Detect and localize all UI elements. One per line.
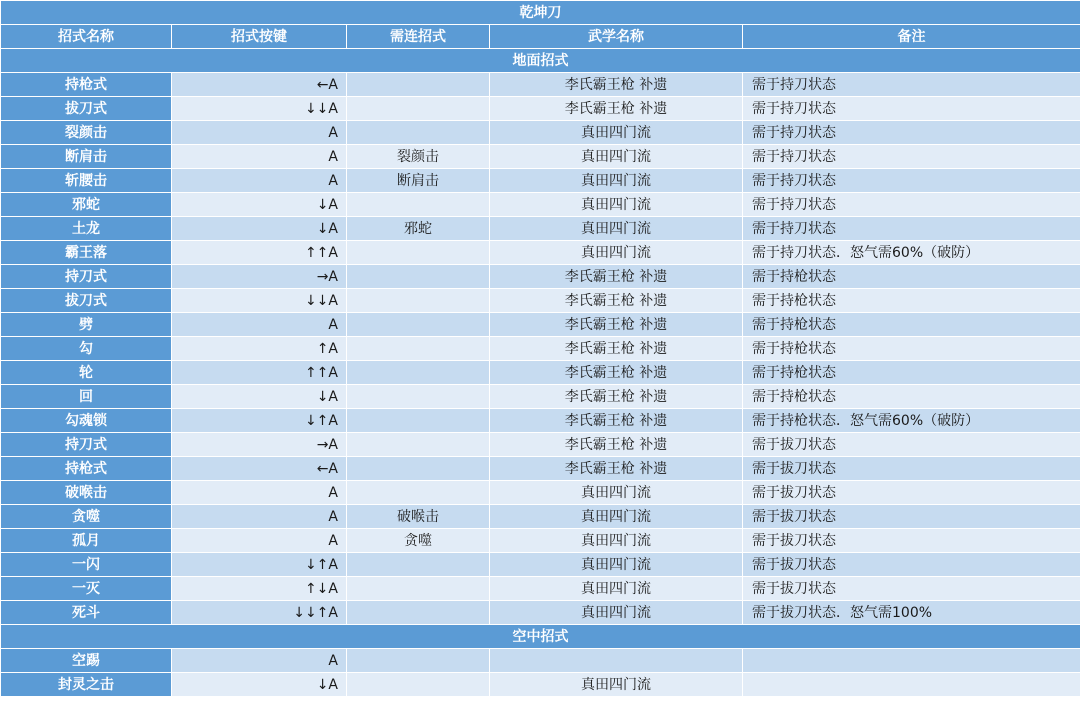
move-name: 一闪	[1, 553, 172, 577]
table-row	[1, 385, 1080, 409]
move-key: ←A	[172, 457, 347, 481]
move-note: 需于持枪状态	[743, 265, 1080, 289]
martial-art: 真田四门流	[490, 673, 743, 697]
martial-art: 李氏霸王枪 补遗	[490, 433, 743, 457]
martial-art: 李氏霸王枪 补遗	[490, 265, 743, 289]
move-name: 持枪式	[1, 457, 172, 481]
martial-art: 真田四门流	[490, 529, 743, 553]
table-row	[1, 505, 1080, 529]
combo-move	[347, 457, 490, 481]
move-note: 需于持刀状态	[743, 193, 1080, 217]
move-note: 需于持刀状态	[743, 97, 1080, 121]
move-note: 需于拔刀状态	[743, 529, 1080, 553]
header-row	[1, 25, 1080, 49]
martial-art: 李氏霸王枪 补遗	[490, 73, 743, 97]
combo-move	[347, 385, 490, 409]
move-key: ↑↑A	[172, 361, 347, 385]
move-name: 斩腰击	[1, 169, 172, 193]
martial-art: 李氏霸王枪 补遗	[490, 97, 743, 121]
move-note: 需于拔刀状态	[743, 457, 1080, 481]
move-key: ←A	[172, 73, 347, 97]
combo-move	[347, 265, 490, 289]
move-key: A	[172, 649, 347, 673]
table-row	[1, 529, 1080, 553]
move-note: 需于拔刀状态	[743, 505, 1080, 529]
martial-art: 李氏霸王枪 补遗	[490, 385, 743, 409]
table-row	[1, 409, 1080, 433]
move-note: 需于持刀状态	[743, 121, 1080, 145]
table-row	[1, 553, 1080, 577]
move-name: 霸王落	[1, 241, 172, 265]
move-key: ↓↑A	[172, 553, 347, 577]
table-row	[1, 481, 1080, 505]
martial-art: 真田四门流	[490, 145, 743, 169]
move-key: ↓↓A	[172, 97, 347, 121]
martial-art: 李氏霸王枪 补遗	[490, 457, 743, 481]
move-note: 需于持刀状态．怒气需60%（破防）	[743, 241, 1080, 265]
move-name: 回	[1, 385, 172, 409]
martial-art: 李氏霸王枪 补遗	[490, 409, 743, 433]
table-row	[1, 241, 1080, 265]
combo-move	[347, 409, 490, 433]
move-key: ↑↑A	[172, 241, 347, 265]
move-key: A	[172, 121, 347, 145]
martial-art: 李氏霸王枪 补遗	[490, 361, 743, 385]
move-key: ↓↑A	[172, 409, 347, 433]
move-name: 土龙	[1, 217, 172, 241]
table-row	[1, 121, 1080, 145]
combo-move	[347, 97, 490, 121]
move-name: 死斗	[1, 601, 172, 625]
header-note: 备注	[743, 25, 1080, 49]
combo-move	[347, 673, 490, 697]
move-note: 需于持枪状态	[743, 361, 1080, 385]
move-name: 破喉击	[1, 481, 172, 505]
table-row	[1, 601, 1080, 625]
combo-move	[347, 577, 490, 601]
table-row	[1, 313, 1080, 337]
move-note: 需于拔刀状态	[743, 553, 1080, 577]
move-name: 邪蛇	[1, 193, 172, 217]
martial-art: 真田四门流	[490, 505, 743, 529]
table-row	[1, 145, 1080, 169]
move-name: 贪噬	[1, 505, 172, 529]
header-move-key: 招式按键	[172, 25, 347, 49]
martial-art: 真田四门流	[490, 121, 743, 145]
table-row	[1, 289, 1080, 313]
move-key: A	[172, 313, 347, 337]
move-name: 拔刀式	[1, 97, 172, 121]
table-row	[1, 673, 1080, 697]
move-note: 需于拔刀状态	[743, 577, 1080, 601]
combo-move: 邪蛇	[347, 217, 490, 241]
move-note: 需于持枪状态	[743, 337, 1080, 361]
martial-art: 真田四门流	[490, 553, 743, 577]
move-key: A	[172, 529, 347, 553]
table-row	[1, 73, 1080, 97]
combo-move	[347, 241, 490, 265]
section-label: 地面招式	[1, 49, 1080, 73]
table-row	[1, 361, 1080, 385]
move-note: 需于拔刀状态．怒气需100%	[743, 601, 1080, 625]
move-key: →A	[172, 433, 347, 457]
combo-move	[347, 313, 490, 337]
move-key: A	[172, 169, 347, 193]
table-row	[1, 649, 1080, 673]
move-key: A	[172, 481, 347, 505]
combo-move	[347, 601, 490, 625]
combo-move	[347, 361, 490, 385]
table-row	[1, 217, 1080, 241]
martial-art: 真田四门流	[490, 193, 743, 217]
move-name: 劈	[1, 313, 172, 337]
combo-move	[347, 433, 490, 457]
table-row	[1, 337, 1080, 361]
move-name: 空踢	[1, 649, 172, 673]
combo-move	[347, 481, 490, 505]
move-key: ↓↓A	[172, 289, 347, 313]
combo-move	[347, 193, 490, 217]
section-row	[1, 49, 1080, 73]
martial-art: 真田四门流	[490, 169, 743, 193]
move-note: 需于持刀状态	[743, 169, 1080, 193]
move-note: 需于持刀状态	[743, 73, 1080, 97]
martial-art: 李氏霸王枪 补遗	[490, 313, 743, 337]
section-row	[1, 625, 1080, 649]
move-note: 需于持枪状态	[743, 289, 1080, 313]
combo-move	[347, 73, 490, 97]
table-row	[1, 265, 1080, 289]
move-note: 需于持刀状态	[743, 145, 1080, 169]
move-name: 裂颜击	[1, 121, 172, 145]
move-note: 需于持刀状态	[743, 217, 1080, 241]
move-name: 孤月	[1, 529, 172, 553]
move-note: 需于持枪状态	[743, 385, 1080, 409]
table-row	[1, 193, 1080, 217]
martial-art: 真田四门流	[490, 217, 743, 241]
move-name: 持刀式	[1, 433, 172, 457]
move-key: A	[172, 145, 347, 169]
move-name: 拔刀式	[1, 289, 172, 313]
move-key: ↑↓A	[172, 577, 347, 601]
combo-move: 裂颜击	[347, 145, 490, 169]
martial-art: 李氏霸王枪 补遗	[490, 289, 743, 313]
moves-table-body	[1, 1, 1080, 697]
combo-move	[347, 121, 490, 145]
move-note: 需于拔刀状态	[743, 481, 1080, 505]
move-key: ↓↓↑A	[172, 601, 347, 625]
combo-move	[347, 337, 490, 361]
move-key: ↓A	[172, 673, 347, 697]
move-key: ↓A	[172, 193, 347, 217]
table-title: 乾坤刀	[1, 1, 1080, 25]
table-row	[1, 169, 1080, 193]
combo-move: 贪噬	[347, 529, 490, 553]
header-martial-art: 武学名称	[490, 25, 743, 49]
martial-art	[490, 649, 743, 673]
move-name: 持刀式	[1, 265, 172, 289]
move-name: 轮	[1, 361, 172, 385]
table-row	[1, 433, 1080, 457]
combo-move	[347, 553, 490, 577]
table-row	[1, 97, 1080, 121]
move-note: 需于持枪状态	[743, 313, 1080, 337]
martial-art: 真田四门流	[490, 601, 743, 625]
section-label: 空中招式	[1, 625, 1080, 649]
combo-move	[347, 289, 490, 313]
move-note	[743, 673, 1080, 697]
move-name: 勾	[1, 337, 172, 361]
table-row	[1, 577, 1080, 601]
martial-art: 真田四门流	[490, 241, 743, 265]
table-row	[1, 457, 1080, 481]
combo-move: 断肩击	[347, 169, 490, 193]
martial-art: 李氏霸王枪 补遗	[490, 337, 743, 361]
move-name: 持枪式	[1, 73, 172, 97]
combo-move: 破喉击	[347, 505, 490, 529]
martial-art: 真田四门流	[490, 577, 743, 601]
header-move-name: 招式名称	[1, 25, 172, 49]
move-note: 需于拔刀状态	[743, 433, 1080, 457]
title-row	[1, 1, 1080, 25]
move-name: 勾魂锁	[1, 409, 172, 433]
move-name: 断肩击	[1, 145, 172, 169]
martial-art: 真田四门流	[490, 481, 743, 505]
move-name: 一灭	[1, 577, 172, 601]
move-key: A	[172, 505, 347, 529]
combo-move	[347, 649, 490, 673]
move-note	[743, 649, 1080, 673]
move-key: ↓A	[172, 385, 347, 409]
move-key: →A	[172, 265, 347, 289]
move-key: ↓A	[172, 217, 347, 241]
move-key: ↑A	[172, 337, 347, 361]
header-combo: 需连招式	[347, 25, 490, 49]
move-name: 封灵之击	[1, 673, 172, 697]
move-note: 需于持枪状态．怒气需60%（破防）	[743, 409, 1080, 433]
